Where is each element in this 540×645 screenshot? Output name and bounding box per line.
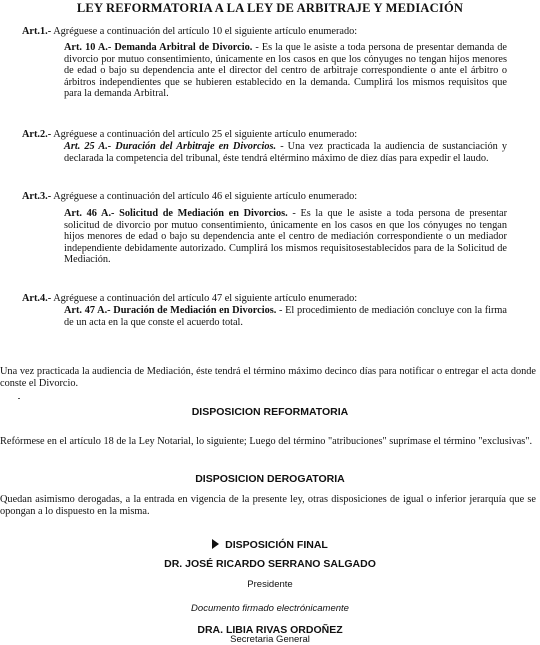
signer-1-role: Presidente	[247, 579, 293, 590]
article-1-heading: Art. 10 A.- Demanda Arbitral de Divorcio.	[64, 42, 253, 53]
article-2-text: - Una vez practicada la audiencia de sustanciación y declarada la competencia del tribunal, éste tendrá eltérmino máximo de diez días para expedir el laudo.	[64, 141, 508, 164]
article-3-intro-text: Agréguese a continuación del artículo 46 el siguiente artículo enumerado:	[53, 191, 358, 202]
article-2-label: Art.2.-	[22, 129, 52, 140]
article-2-heading: Art. 25 A.- Duración del Arbitraje en Divorcios.	[64, 141, 277, 152]
signer-2-name: DRA. LIBIA RIVAS ORDOÑEZ	[197, 624, 343, 636]
article-1-intro	[22, 26, 357, 38]
article-4-text: - El procedimiento de mediación concluye con la firma de un acta en la que conste el acuerdo total.	[64, 305, 508, 328]
document-title: LEY REFORMATORIA A LA LEY DE ARBITRAJE Y MEDIACIÓN	[76, 1, 464, 15]
article-3-intro	[22, 191, 357, 203]
derog-heading: DISPOSICION DEROGATORIA	[195, 473, 345, 485]
article-3-heading: Art. 46 A.- Solicitud de Mediación en Divorcios.	[64, 208, 288, 219]
derog-text: Quedan asimismo derogadas, a la entrada en vigencia de la presente ley, otras disposiciones de igual o inferior jerarquía que se opongan a lo dispuesto en la misma.	[0, 494, 536, 517]
article-1-intro-text: Agréguese a continuación del artículo 10 el siguiente artículo enumerado:	[53, 26, 358, 37]
signer-2-role: Secretaria General	[230, 634, 310, 645]
article-3-text: - Es la que le asiste a toda persona de presentar solicitud de divorcio por mutuo consentimiento, únicamente en los casos en que los cónyuges no tengan hijos menores de edad o bajo su dependencia ante el centro de mediación correspondiente o un mediador independiente debidamente autorizado. Cumplirá los mismos requisitosestablecidos para de la Solicitud de Mediación.	[64, 208, 507, 265]
article-4-intro	[22, 293, 357, 305]
article-4-body	[64, 305, 507, 328]
reform-text: Refórmese en el artículo 18 de la Ley Notarial, lo siguiente; Luego del término "atribuciones" suprímase el término "exclusivas".	[0, 436, 533, 447]
article-1-text: - Es la que le asiste a toda persona de presentar demanda de divorcio por mutuo consentimiento, únicamente en los casos en que los cónyuges no tengan hijos menores de edad o bajo su dependencia ante el director del centro de arbitraje correspondiente o ante el árbitro o árbitros independientes que se hubieren establecido en la demanda. Cumplirá los mismos requisitos que para la demanda Arbitral.	[64, 42, 507, 99]
article-2-intro-text: Agréguese a continuación del artículo 25 el siguiente artículo enumerado:	[53, 129, 358, 140]
final-heading-text: DISPOSICIÓN FINAL	[225, 539, 328, 551]
signer-1-name: DR. JOSÉ RICARDO SERRANO SALGADO	[164, 558, 376, 570]
article-4-heading: Art. 47 A.- Duración de Mediación en Divorcios.	[64, 305, 277, 316]
article-2-intro	[22, 129, 357, 141]
article-1-label: Art.1.-	[22, 26, 52, 37]
reform-heading: DISPOSICION REFORMATORIA	[191, 406, 349, 418]
arrow-right-icon	[212, 539, 219, 549]
signed-note: Documento firmado electrónicamente	[191, 603, 349, 614]
stray-mark	[18, 398, 20, 399]
closing-paragraph: Una vez practicada la audiencia de Mediación, éste tendrá el término máximo decinco días para notificar o entregar el acta donde conste el Divorcio.	[0, 366, 536, 389]
article-1-body	[64, 42, 507, 100]
article-3-label: Art.3.-	[22, 191, 52, 202]
article-3-body	[64, 208, 507, 266]
final-heading	[0, 539, 540, 551]
article-2-body	[64, 141, 507, 164]
article-4-label: Art.4.-	[22, 293, 52, 304]
article-4-intro-text: Agréguese a continuación del artículo 47 el siguiente artículo enumerado:	[53, 293, 358, 304]
